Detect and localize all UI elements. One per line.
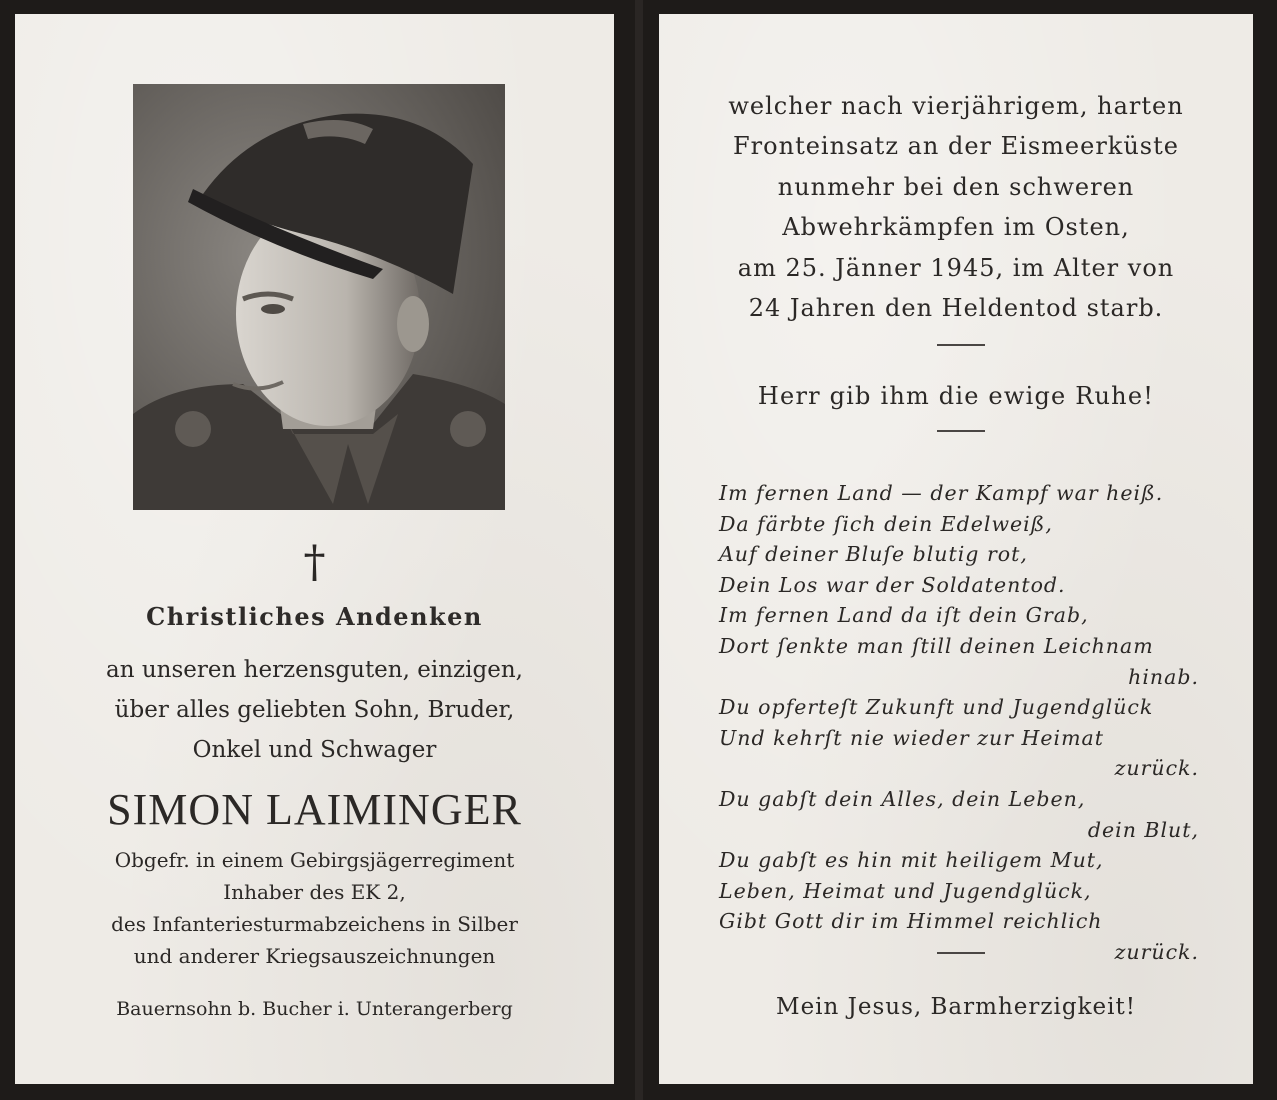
poem-line: Du gabſt dein Alles, dein Leben, [719, 786, 1086, 811]
poem-line: Du opferteſt Zukunft und Jugendglück [719, 695, 1154, 720]
narrative-line: am 25. Jänner 1945, im Alter von [737, 253, 1175, 282]
cross-symbol: † [303, 537, 326, 588]
divider-rule [937, 952, 985, 954]
right-card-paper [659, 14, 1253, 1084]
poem-line: Im fernen Land da iſt dein Grab, [719, 603, 1089, 628]
narrative-line: Abwehrkämpfen im Osten, [782, 213, 1130, 242]
poem-line: hinab. [1128, 664, 1199, 689]
soldier-portrait-photo [133, 84, 505, 510]
poem-line: dein Blut, [1087, 817, 1199, 842]
intro-text [15, 650, 614, 770]
narrative-text [659, 86, 1253, 328]
narrative-line: 24 Jahren den Heldentod starb. [748, 294, 1164, 323]
poem-line: Gibt Gott dir im Himmel reichlich [719, 909, 1103, 934]
poem-line: Leben, Heimat und Jugendglück, [719, 878, 1092, 903]
poem-line: Dort ſenkte man ſtill deinen Leichnam [719, 633, 1154, 658]
rank-line: und anderer Kriegsauszeichnungen [133, 944, 496, 968]
intro-line: an unseren herzensguten, einzigen, [106, 657, 523, 683]
narrative-line: nunmehr bei den schweren [777, 172, 1135, 201]
left-card-paper [15, 14, 614, 1084]
closing-prayer: Mein Jesus, Barmherzigkeit! [776, 994, 1136, 1020]
origin-line: Bauernsohn b. Bucher i. Unterangerberg [116, 998, 513, 1020]
narrative-line: Fronteinsatz an der Eismeerküste [733, 132, 1179, 161]
intro-line: Onkel und Schwager [192, 737, 437, 763]
poem-line: Da färbte ſich dein Edelweiß, [719, 511, 1053, 536]
divider-rule [937, 430, 985, 432]
left-card-panel [0, 0, 635, 1100]
portrait-image [133, 84, 505, 510]
poem-line: Im fernen Land — der Kampf war heiß. [719, 481, 1164, 505]
intro-line: über alles geliebten Sohn, Bruder, [114, 697, 515, 723]
poem-line: Auf deiner Bluſe blutig rot, [719, 542, 1028, 567]
rank-and-decorations [15, 844, 614, 972]
deceased-name: SIMON LAIMINGER [107, 785, 522, 834]
narrative-line: welcher nach vierjährigem, harten [728, 92, 1184, 120]
divider-rule [937, 344, 985, 346]
poem-line: Dein Los war der Soldatentod. [719, 572, 1066, 597]
right-card-panel [643, 0, 1277, 1100]
rank-line: Inhaber des EK 2, [223, 880, 406, 904]
rank-line: des Infanteriesturmabzeichens in Silber [111, 912, 518, 936]
rank-line: Obgefr. in einem Gebirgsjägerregiment [114, 848, 515, 872]
poem-line: zurück. [1114, 756, 1199, 781]
poem-line: Du gabſt es hin mit heiligem Mut, [719, 848, 1104, 873]
heading-christliches-andenken: Christliches Andenken [146, 602, 483, 631]
poem-line: zurück. [1114, 939, 1199, 964]
prayer-line: Herr gib ihm die ewige Ruhe! [757, 382, 1155, 410]
memorial-poem [719, 478, 1199, 968]
poem-line: Und kehrſt nie wieder zur Heimat [719, 725, 1105, 750]
